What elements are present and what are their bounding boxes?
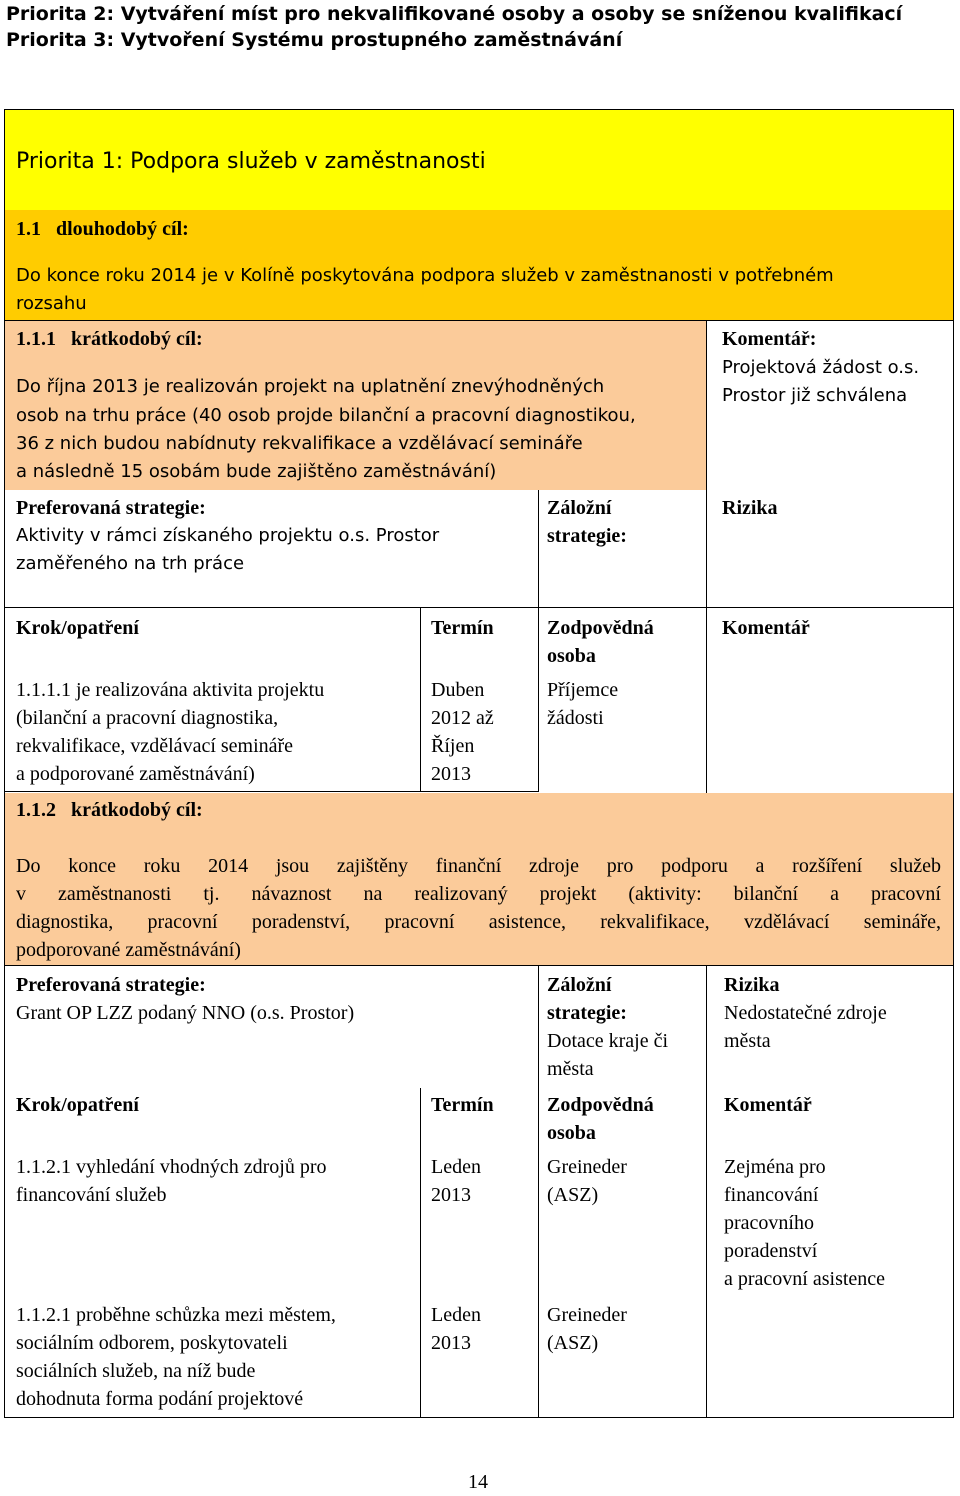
step-1-1-2-1a-resp-2: (ASZ) (547, 1184, 599, 1206)
goal-1-1-text-1: Do konce roku 2014 je v Kolíně poskytována podpora služeb v zaměstnanosti v potřebném (16, 265, 834, 286)
goal-1-1-1-text-4: a následně 15 osobám bude zajištěno zaměstnávání) (16, 461, 497, 482)
goal-1-1-text-2: rozsahu (16, 293, 87, 314)
step-1-1-2-1a-line-1: 1.1.2.1 vyhledání vhodných zdrojů pro (16, 1156, 327, 1178)
step-1-1-2-1a-comment-2: financování (724, 1184, 819, 1206)
step-1-1-2-1a-comment-1: Zejména pro (724, 1156, 826, 1178)
table2-header-resp-2: osoba (547, 1122, 596, 1144)
step-1-1-2-1b-line-4: dohodnuta forma podání projektové (16, 1388, 304, 1410)
table1-header-comment: Komentář (722, 617, 810, 639)
step-1-1-2-1a-term-1: Leden (431, 1156, 481, 1178)
step-1-1-1-1-resp-2: žádosti (547, 707, 604, 729)
step-1-1-2-1b-line-2: sociálním odborem, poskytovateli (16, 1332, 288, 1354)
goal-1-1-1-pref-1: Aktivity v rámci získaného projektu o.s. Prostor (16, 525, 440, 546)
table2-header-resp-1: Zodpovědná (547, 1094, 654, 1116)
step-1-1-1-1-line-3: rekvalifikace, vzdělávací semináře (16, 735, 294, 757)
step-1-1-2-1a-comment-5: a pracovní asistence (724, 1268, 886, 1290)
goal-1-1-1-comment-label: Komentář: (722, 328, 817, 350)
goal-1-1-2-pref-text: Grant OP LZZ podaný NNO (o.s. Prostor) (16, 1002, 355, 1024)
goal-1-1-2-text-1: Do konce roku 2014 jsou zajištěny finanční zdroje pro podporu a rozšíření služeb (16, 855, 941, 877)
goal-1-1-2-backup-1: Dotace kraje či (547, 1030, 669, 1052)
goal-1-1-1-text-1: Do října 2013 je realizován projekt na uplatnění znevýhodněných (16, 376, 605, 397)
header-priority-2: Priorita 2: Vytváření míst pro nekvalifikované osoby a osoby se sníženou kvalifikací (6, 3, 903, 25)
table2-header-comment: Komentář (724, 1094, 812, 1116)
goal-1-1-1-comment-2: Prostor již schválena (722, 385, 908, 406)
goal-1-1-2-risk-label: Rizika (724, 974, 780, 996)
step-1-1-2-1a-comment-3: pracovního (724, 1212, 814, 1234)
table1-header-term: Termín (431, 617, 494, 639)
step-1-1-2-1a-resp-1: Greineder (547, 1156, 627, 1178)
step-1-1-2-1a-comment-4: poradenství (724, 1240, 818, 1262)
step-1-1-2-1b-resp-1: Greineder (547, 1304, 627, 1326)
goal-1-1-2-backup-label-2: strategie: (547, 1002, 627, 1024)
step-1-1-2-1b-term-1: Leden (431, 1304, 481, 1326)
goal-1-1-1-text-2: osob na trhu práce (40 osob projde bilanční a pracovní diagnostikou, (16, 405, 636, 426)
step-1-1-2-1b-line-3: sociálních služeb, na níž bude (16, 1360, 256, 1382)
goal-1-1-1-backup-label-2: strategie: (547, 525, 627, 547)
table2-header-term: Termín (431, 1094, 494, 1116)
table2-header-step: Krok/opatření (16, 1094, 139, 1116)
priority-1-title: Priorita 1: Podpora služeb v zaměstnanosti (16, 149, 486, 174)
goal-1-1-2-text-3: diagnostika, pracovní poradenství, pracovní asistence, rekvalifikace, vzdělávací semináře, (16, 911, 941, 933)
table1-header-resp-1: Zodpovědná (547, 617, 654, 639)
table1-header-resp-2: osoba (547, 645, 596, 667)
step-1-1-1-1-term-4: 2013 (431, 763, 471, 785)
goal-1-1-1-pref-2: zaměřeného na trh práce (16, 553, 245, 574)
page-number: 14 (468, 1471, 488, 1493)
goal-1-1-1-backup-label-1: Záložní (547, 497, 612, 519)
step-1-1-1-1-term-1: Duben (431, 679, 485, 701)
step-1-1-1-1-resp-1: Příjemce (547, 679, 619, 701)
step-1-1-2-1a-term-2: 2013 (431, 1184, 471, 1206)
goal-1-1-1-label: 1.1.1 krátkodobý cíl: (16, 328, 203, 350)
step-1-1-2-1b-term-2: 2013 (431, 1332, 471, 1354)
goal-1-1-1-risk-label: Rizika (722, 497, 778, 519)
goal-1-1-2-label: 1.1.2 krátkodobý cíl: (16, 799, 203, 821)
goal-1-1-1-pref-label: Preferovaná strategie: (16, 497, 206, 519)
step-1-1-1-1-term-2: 2012 až (431, 707, 494, 729)
step-1-1-2-1b-resp-2: (ASZ) (547, 1332, 599, 1354)
header-priority-3: Priorita 3: Vytvoření Systému prostupného zaměstnávání (6, 29, 623, 51)
table1-header-step: Krok/opatření (16, 617, 139, 639)
step-1-1-1-1-line-1: 1.1.1.1 je realizována aktivita projektu (16, 679, 325, 701)
step-1-1-2-1b-line-1: 1.1.2.1 proběhne schůzka mezi městem, (16, 1304, 336, 1326)
step-1-1-1-1-term-3: Říjen (431, 735, 475, 757)
goal-1-1-label: 1.1 dlouhodobý cíl: (16, 218, 189, 240)
goal-1-1-1-text-3: 36 z nich budou nabídnuty rekvalifikace a vzdělávací semináře (16, 433, 583, 454)
goal-1-1-2-text-4: podporované zaměstnávání) (16, 939, 241, 961)
goal-1-1-2-backup-label-1: Záložní (547, 974, 612, 996)
step-1-1-1-1-line-2: (bilanční a pracovní diagnostika, (16, 707, 279, 729)
goal-1-1-2-risk-1: Nedostatečné zdroje (724, 1002, 887, 1024)
goal-1-1-2-text-2: v zaměstnanosti tj. návaznost na realizovaný projekt (aktivity: bilanční a pracovní (16, 883, 941, 905)
goal-1-1-2-pref-label: Preferovaná strategie: (16, 974, 206, 996)
step-1-1-2-1a-line-2: financování služeb (16, 1184, 167, 1206)
goal-1-1-2-risk-2: města (724, 1030, 771, 1052)
goal-1-1-1-comment-1: Projektová žádost o.s. (722, 357, 920, 378)
goal-1-1-2-backup-2: města (547, 1058, 594, 1080)
step-1-1-1-1-line-4: a podporované zaměstnávání) (16, 763, 255, 785)
